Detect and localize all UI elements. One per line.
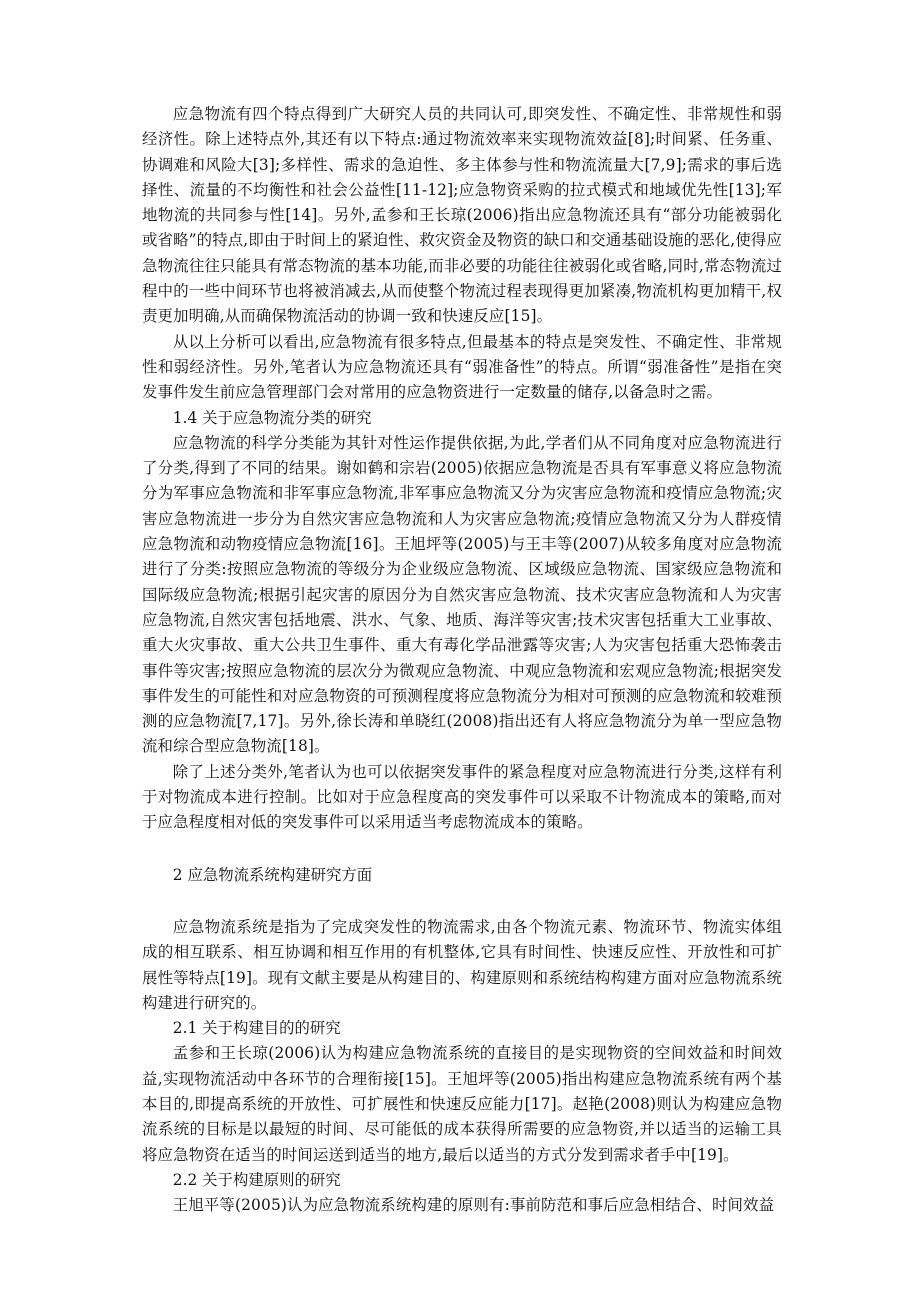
paragraph-characteristics-summary: 从以上分析可以看出,应急物流有很多特点,但最基本的特点是突发性、不确定性、非常规性和弱经济性。另外,笔者认为应急物流还具有“弱准备性”的特点。所谓“弱准备性”是指在突发事件发生前应急管理部门会对常用的应急物资进行一定数量的储存,以备急时之需。 <box>142 332 782 402</box>
subsection-heading-2-1: 2.1 关于构建目的的研究 <box>172 1019 341 1038</box>
document-page <box>142 102 782 1218</box>
paragraph-construction-principles: 王旭平等(2005)认为应急物流系统构建的原则有:事前防范和事后应急相结合、时间效益 <box>172 1196 775 1215</box>
paragraph-system-definition: 应急物流系统是指为了完成突发性的物流需求,由各个物流元素、物流环节、物流实体组成的相互联系、相互协调和相互作用的有机整体,它具有时间性、快速反应性、开放性和可扩展性等特点[19]。现有文献主要是从构建目的、构建原则和系统结构构建方面对应急物流系统构建进行研究的。 <box>142 917 782 1012</box>
paragraph-characteristics: 应急物流有四个特点得到广大研究人员的共同认可,即突发性、不确定性、非常规性和弱经济性。除上述特点外,其还有以下特点:通过物流效率来实现物流效益[8];时间紧、任务重、协调难和风险大[3];多样性、需求的急迫性、多主体参与性和物流流量大[7,9];需求的事后选择性、流量的不均衡性和社会公益性[11-12];应急物资采购的拉式模式和地域优先性[13];军地物流的共同参与性[14]。另外,孟参和王长琼(2006)指出应急物流还具有“部分功能被弱化或省略”的特点,即由于时间上的紧迫性、救灾资金及物资的缺口和交通基础设施的恶化,使得应急物流往往只能具有常态物流的基本功能,而非必要的功能往往被弱化或省略,同时,常态物流过程中的一些中间环节也将被消减去,从而使整个物流过程表现得更加紧凑,物流机构更加精干,权责更加明确,从而确保物流活动的协调一致和快速反应[15]。 <box>142 105 782 326</box>
section-heading-2: 2 应急物流系统构建研究方面 <box>172 865 373 884</box>
subsection-heading-2-2: 2.2 关于构建原则的研究 <box>172 1170 341 1189</box>
subsection-heading-1-4: 1.4 关于应急物流分类的研究 <box>172 408 372 427</box>
paragraph-classification-author: 除了上述分类外,笔者认为也可以依据突发事件的紧急程度对应急物流进行分类,这样有利于对物流成本进行控制。比如对于应急程度高的突发事件可以采取不计物流成本的策略,而对于应急程度相对低的突发事件可以采用适当考虑物流成本的策略。 <box>142 762 782 832</box>
paragraph-classification: 应急物流的科学分类能为其针对性运作提供依据,为此,学者们从不同角度对应急物流进行了分类,得到了不同的结果。谢如鹤和宗岩(2005)依据应急物流是否具有军事意义将应急物流分为军事应急物流和非军事应急物流,非军事应急物流又分为灾害应急物流和疫情应急物流;灾害应急物流进一步分为自然灾害应急物流和人为灾害应急物流;疫情应急物流又分为人群疫情应急物流和动物疫情应急物流[16]。王旭坪等(2005)与王丰等(2007)从较多角度对应急物流进行了分类:按照应急物流的等级分为企业级应急物流、区域级应急物流、国家级应急物流和国际级应急物流;根据引起灾害的原因分为自然灾害应急物流、技术灾害应急物流和人为灾害应急物流,自然灾害包括地震、洪水、气象、地质、海洋等灾害;技术灾害包括重大工业事故、重大火灾事故、重大公共卫生事件、重大有毒化学品泄露等灾害;人为灾害包括重大恐怖袭击事件等灾害;按照应急物流的层次分为微观应急物流、中观应急物流和宏观应急物流;根据突发事件发生的可能性和对应急物资的可预测程度将应急物流分为相对可预测的应急物流和较难预测的应急物流[7,17]。另外,徐长涛和单晓红(2008)指出还有人将应急物流分为单一型应急物流和综合型应急物流[18]。 <box>142 433 782 756</box>
paragraph-construction-purpose: 孟参和王长琼(2006)认为构建应急物流系统的直接目的是实现物资的空间效益和时间效益,实现物流活动中各环节的合理衔接[15]。王旭坪等(2005)指出构建应急物流系统有两个基本目的,即提高系统的开放性、可扩展性和快速反应能力[17]。赵艳(2008)则认为构建应急物流系统的目标是以最短的时间、尽可能低的成本获得所需要的应急物资,并以适当的运输工具将应急物资在适当的时间运送到适当的地方,最后以适当的方式分发到需求者手中[19]。 <box>142 1044 782 1164</box>
